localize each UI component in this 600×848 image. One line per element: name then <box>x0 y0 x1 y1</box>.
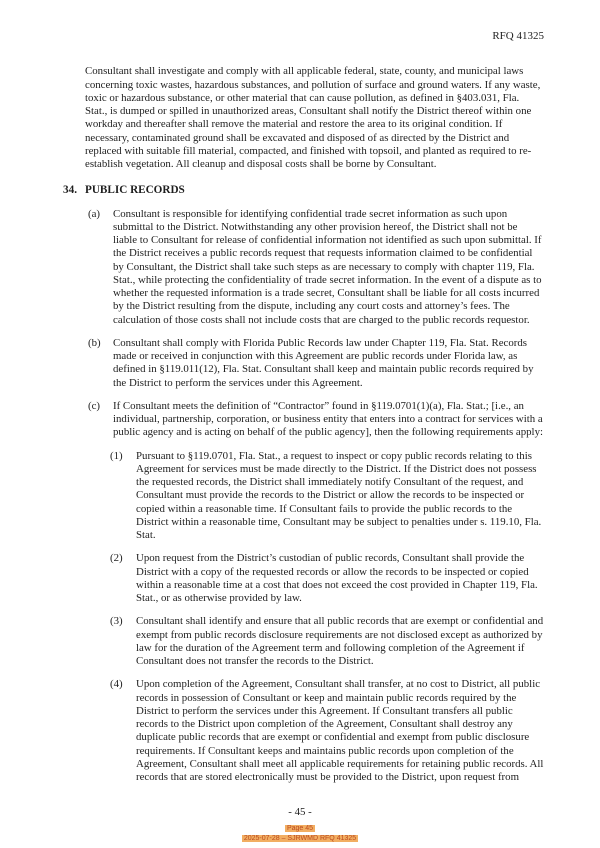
list-item-c <box>88 400 544 440</box>
document-ref: RFQ 41325 <box>492 30 544 42</box>
page-header <box>63 30 544 43</box>
list-item-a-label: (a) <box>88 207 101 220</box>
list-item-c4 <box>110 678 544 784</box>
stamp-page-line <box>0 824 600 834</box>
section-title: PUBLIC RECORDS <box>85 184 185 197</box>
intro-paragraph: Consultant shall investigate and comply with all applicable federal, state, county, and municipal laws concerning toxic wastes, hazardous substances, and pollution of surface and ground waters. If any waste, toxic or hazardous substance, or other material that can cause pollution, as defined in §403.031, Fla. Stat., is dumped or spilled in unauthorized areas, Consultant shall notify the District thereof within one workday and thereafter shall remove the material and restore the area to its original condition. If necessary, contaminated ground shall be excavated and disposed of as directed by the District and replaced with suitable fill material, compacted, and finished with topsoil, and planted as required to re-establish vegetation. All cleanup and disposal costs shall be borne by Consultant. <box>85 65 541 170</box>
list-item-c2 <box>110 552 544 605</box>
list-item-c3-text: Consultant shall identify and ensure that all public records that are exempt or confidential and exempt from public records disclosure requirements are not disclosed except as authorized by law for the duration of the Agreement term and following completion of the Agreement if Consultant does not transfer the records to the District. <box>136 615 544 667</box>
stamp-page-text: Page 45 <box>286 825 314 832</box>
list-item-c4-text: Upon completion of the Agreement, Consultant shall transfer, at no cost to District, all public records in possession of Consultant or keep and maintain public records required by the District to perform the services under this Agreement. If Consultant transfers all public records to the District upon completion of the Agreement, Consultant shall destroy any duplicate public records that are exempt or confidential and exempt from public disclosure requirements. If Consultant keeps and maintains public records upon completion of the Agreement, Consultant shall meet all applicable requirements for retaining public records. All records that are stored electronically must be provided to the District, upon request from <box>136 678 544 783</box>
list-item-a <box>88 208 544 327</box>
footer-stamp <box>0 824 600 843</box>
list-item-c3-label: (3) <box>110 615 123 628</box>
list-item-a-text: Consultant is responsible for identifying confidential trade secret information as such upon submittal to the District. Notwithstanding any other provision hereof, the District shall not be liable to Consultant for release of confidential information not identified as such upon submittal. If the District receives a public records request that requests information claimed to be confidential by Consultant, the District shall take such steps as are necessary to comply with chapter 119, Fla. Stat., while protecting the confidentiality of trade secret information. In the event of a dispute as to whether the requested information is a trade secret, Consultant shall be liable for all costs incurred by the District resulting from the dispute, including any court costs and attorney’s fees. The calculation of those costs shall not include costs that are charged to the public records requestor. <box>113 207 542 326</box>
list-item-c2-label: (2) <box>110 552 123 565</box>
page-number: - 45 - <box>288 806 312 818</box>
stamp-date-line <box>0 834 600 844</box>
list-item-c1-text: Pursuant to §119.0701, Fla. Stat., a request to inspect or copy public records relating to this Agreement for services must be made directly to the District. If the District does not possess the requested records, the District shall immediately notify Consultant of the request, and Consultant must provide the records to the District or allow the records to be inspected or copied within a reasonable time. If Consultant fails to provide the public records to the District within a reasonable time, Consultant may be subject to penalties under s. 119.10, Fla. Stat. <box>136 449 542 541</box>
list-item-b-label: (b) <box>88 336 101 349</box>
list-item-b <box>88 337 544 390</box>
list-item-c-label: (c) <box>88 399 101 412</box>
list-item-b-text: Consultant shall comply with Florida Public Records law under Chapter 119, Fla. Stat. Records made or received in conjunction with this Agreement are public records under Florida law, as defined in §119.011(12), Fla. Stat. Consultant shall keep and maintain public records required by the District to perform the services under this Agreement. <box>113 336 534 389</box>
list-item-c3 <box>110 615 544 668</box>
section-heading <box>63 184 544 197</box>
page-content <box>63 30 544 784</box>
list-item-c-text: If Consultant meets the definition of “Contractor” found in §119.0701(1)(a), Fla. Stat.; [i.e., an individual, partnership, corporation, or business entity that enters into a contract for services with a public agency and is acting on behalf of the public agency], then the following requirements apply: <box>113 399 544 439</box>
list-item-c4-label: (4) <box>110 678 123 691</box>
stamp-date-text: 2025-07-28 – SJRWMD RFQ 41325 <box>243 834 357 842</box>
list-item-c1 <box>110 450 544 543</box>
list-item-c2-text: Upon request from the District’s custodian of public records, Consultant shall provide the District with a copy of the requested records or allow the records to be inspected or copied within a reasonable time at a cost that does not exceed the cost provided in Chapter 119, Fla. Stat., or as otherwise provided by law. <box>136 552 538 604</box>
list-item-c1-label: (1) <box>110 449 123 462</box>
section-number: 34. <box>63 184 77 197</box>
